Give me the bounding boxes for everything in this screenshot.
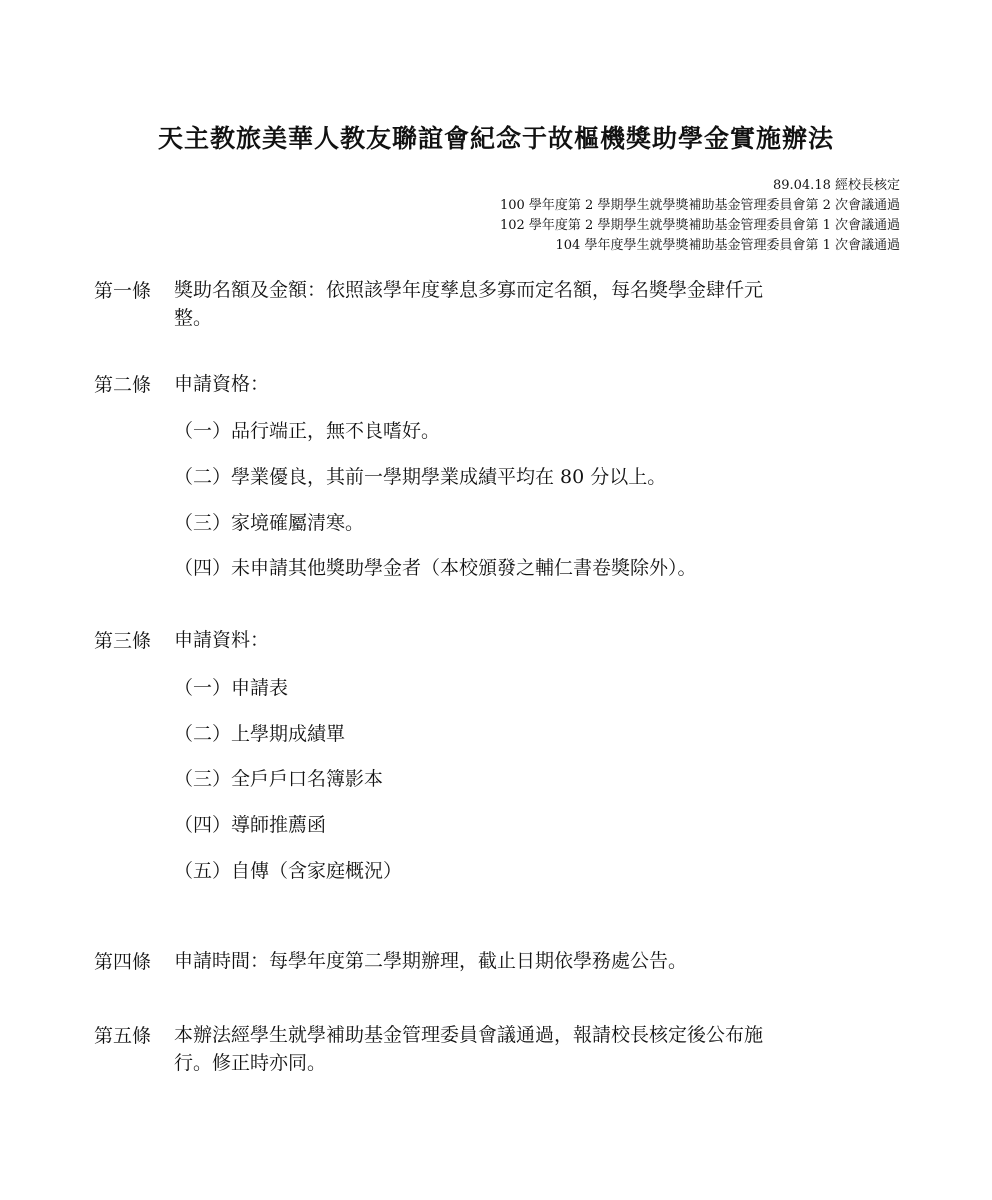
article-1-line: 整。 [174,307,213,329]
article-1-label: 第一條 [94,280,152,302]
history-line: 89.04.18 經校長核定 [772,178,900,193]
article-2-item: （一）品行端正，無不良嗜好。 [174,420,441,442]
document-title: 天主教旅美華人教友聯誼會紀念于故樞機獎助學金實施辦法 [157,124,834,153]
history-line: 100 學年度第 2 學期學生就學獎補助基金管理委員會第 2 次會議通過 [499,198,900,213]
article-5-line: 本辦法經學生就學補助基金管理委員會議通過，報請校長核定後公布施 [174,1024,764,1046]
history-line: 104 學年度學生就學獎補助基金管理委員會第 1 次會議通過 [555,238,900,253]
article-2-item: （二）學業優良，其前一學期學業成績平均在 80 分以上。 [174,466,667,488]
article-1-body [174,276,904,332]
article-3-item: （二）上學期成績單 [174,723,346,745]
article-3-item: （五）自傳（含家庭概況） [174,860,403,882]
article-3-item: （四）導師推薦函 [174,814,327,836]
article-3-item: （三）全戶戶口名簿影本 [174,768,384,790]
article-4-label: 第四條 [94,951,152,973]
article-2-label: 第二條 [94,374,152,396]
article-2-item: （四）未申請其他獎助學金者（本校頒發之輔仁書卷獎除外）。 [174,557,697,579]
article-4-body: 申請時間：每學年度第二學期辦理，截止日期依學務處公告。 [174,950,688,972]
article-5-label: 第五條 [94,1025,152,1047]
article-5-line: 行。修正時亦同。 [174,1052,327,1074]
history-line: 102 學年度第 2 學期學生就學獎補助基金管理委員會第 1 次會議通過 [499,218,900,233]
article-3-label: 第三條 [94,630,152,652]
article-2-heading: 申請資格： [174,373,270,395]
article-2-item: （三）家境確屬清寒。 [174,512,365,534]
article-3-heading: 申請資料： [174,629,270,651]
revision-history [500,176,900,256]
article-3-item: （一）申請表 [174,677,289,699]
article-1-line: 獎助名額及金額：依照該學年度孳息多寡而定名額，每名獎學金肆仟元 [174,279,764,301]
article-5-body [174,1021,904,1077]
